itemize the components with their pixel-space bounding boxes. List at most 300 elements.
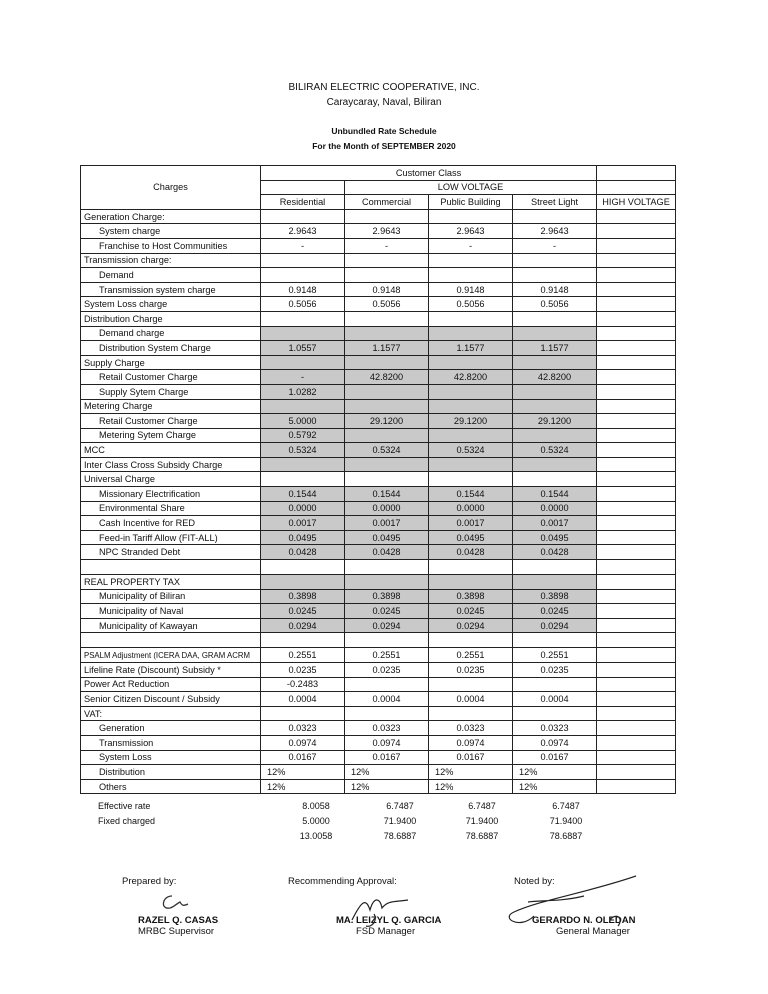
- rate-cell: 1.0557: [261, 341, 345, 356]
- rate-cell: 0.0004: [261, 692, 345, 707]
- row-label: Municipality of Kawayan: [81, 618, 261, 633]
- rate-cell: 12%: [513, 779, 597, 794]
- table-row: [81, 384, 676, 399]
- rate-cell: 12%: [513, 765, 597, 780]
- noted-name: GERARDO N. OLEDAN: [532, 915, 636, 926]
- table-row: [81, 282, 676, 297]
- rate-cell: [597, 530, 676, 545]
- rate-cell: 0.0000: [513, 501, 597, 516]
- rate-cell: [429, 428, 513, 443]
- row-label: Retail Customer Charge: [81, 414, 261, 429]
- rate-cell: [429, 268, 513, 283]
- table-row: [81, 530, 676, 545]
- rate-cell: [597, 399, 676, 414]
- rate-cell: [597, 721, 676, 736]
- rate-cell: [261, 399, 345, 414]
- rate-cell: 0.2551: [513, 648, 597, 663]
- rate-cell: 0.0235: [345, 663, 429, 678]
- signature-noted: [510, 876, 680, 937]
- rate-cell: [513, 355, 597, 370]
- rate-cell: [597, 384, 676, 399]
- rate-cell: 0.0428: [513, 545, 597, 560]
- prepared-position: MRBC Supervisor: [138, 926, 215, 937]
- row-label: Distribution System Charge: [81, 341, 261, 356]
- rate-cell: 2.9643: [429, 224, 513, 239]
- row-label: Metering Sytem Charge: [81, 428, 261, 443]
- rate-cell: 12%: [345, 765, 429, 780]
- row-label: Demand: [81, 268, 261, 283]
- rate-cell: [513, 399, 597, 414]
- rate-cell: [429, 575, 513, 590]
- row-label: Franchise to Host Communities: [81, 238, 261, 253]
- rate-cell: [597, 238, 676, 253]
- rate-cell: [597, 516, 676, 531]
- table-row: [81, 779, 676, 794]
- table-row: [81, 677, 676, 692]
- table-row: [81, 706, 676, 721]
- rate-cell: -: [261, 370, 345, 385]
- rate-cell: [597, 706, 676, 721]
- rate-cell: 0.0428: [261, 545, 345, 560]
- rate-cell: 1.0282: [261, 384, 345, 399]
- table-row: [81, 428, 676, 443]
- table-row: [81, 209, 676, 224]
- rate-cell: [261, 253, 345, 268]
- prepared-caption: Prepared by:: [122, 876, 177, 887]
- row-label: Others: [81, 779, 261, 794]
- rate-cell: 0.5056: [429, 297, 513, 312]
- rate-cell: [261, 268, 345, 283]
- rate-cell: 0.0000: [429, 501, 513, 516]
- charges-header: Charges: [81, 166, 261, 210]
- rate-cell: [429, 457, 513, 472]
- rate-cell: 0.0495: [345, 530, 429, 545]
- rate-cell: 0.0294: [345, 618, 429, 633]
- summary-value: 78.6887: [383, 831, 417, 841]
- rate-cell: [597, 414, 676, 429]
- rate-cell: [345, 326, 429, 341]
- rate-cell: [345, 633, 429, 648]
- row-label: System Loss: [81, 750, 261, 765]
- row-label: Inter Class Cross Subsidy Charge: [81, 457, 261, 472]
- rate-cell: [261, 575, 345, 590]
- rate-cell: [429, 355, 513, 370]
- rate-cell: [597, 224, 676, 239]
- rate-cell: [345, 428, 429, 443]
- row-label: Universal Charge: [81, 472, 261, 487]
- row-label: Lifeline Rate (Discount) Subsidy *: [81, 663, 261, 678]
- rate-cell: -: [513, 238, 597, 253]
- rate-cell: 0.0974: [261, 735, 345, 750]
- customer-class-header: Customer Class: [261, 166, 597, 181]
- row-label: [81, 633, 261, 648]
- rate-cell: 0.0495: [513, 530, 597, 545]
- rate-cell: 0.0323: [261, 721, 345, 736]
- rate-cell: [597, 487, 676, 502]
- rate-cell: [261, 633, 345, 648]
- rate-cell: 0.2551: [261, 648, 345, 663]
- rate-cell: 0.0017: [513, 516, 597, 531]
- rate-cell: 0.0235: [513, 663, 597, 678]
- rate-cell: [513, 560, 597, 575]
- table-row: [81, 692, 676, 707]
- rate-cell: [597, 428, 676, 443]
- rate-cell: 0.3898: [429, 589, 513, 604]
- rate-cell: 0.0323: [513, 721, 597, 736]
- rate-cell: 0.0245: [261, 604, 345, 619]
- table-row: [81, 238, 676, 253]
- row-label: VAT:: [81, 706, 261, 721]
- rate-cell: [513, 706, 597, 721]
- row-label: Retail Customer Charge: [81, 370, 261, 385]
- rate-cell: [429, 677, 513, 692]
- table-row: [81, 501, 676, 516]
- noted-position: General Manager: [556, 926, 630, 937]
- rate-cell: [597, 341, 676, 356]
- rate-cell: [513, 326, 597, 341]
- rate-cell: 0.0004: [429, 692, 513, 707]
- rate-cell: 0.9148: [261, 282, 345, 297]
- rate-cell: 0.2551: [429, 648, 513, 663]
- rate-cell: [429, 326, 513, 341]
- rate-cell: [261, 311, 345, 326]
- row-label: PSALM Adjustment (ICERA DAA, GRAM ACRM: [81, 648, 261, 663]
- table-row: [81, 311, 676, 326]
- row-label: Demand charge: [81, 326, 261, 341]
- rate-cell: [597, 297, 676, 312]
- rate-cell: [261, 326, 345, 341]
- rate-cell: [597, 589, 676, 604]
- rate-cell: 29.1200: [513, 414, 597, 429]
- row-label: NPC Stranded Debt: [81, 545, 261, 560]
- rate-cell: 0.0428: [345, 545, 429, 560]
- rate-cell: -0.2483: [261, 677, 345, 692]
- rate-cell: [261, 706, 345, 721]
- summary-value: 78.6887: [549, 831, 583, 841]
- prepared-name: RAZEL Q. CASAS: [138, 915, 219, 926]
- rate-cell: 0.0000: [261, 501, 345, 516]
- rate-cell: [597, 326, 676, 341]
- rate-cell: 0.0245: [345, 604, 429, 619]
- rate-cell: [429, 633, 513, 648]
- rate-cell: [597, 663, 676, 678]
- row-label: Municipality of Naval: [81, 604, 261, 619]
- rate-cell: [261, 472, 345, 487]
- rate-cell: 0.0017: [345, 516, 429, 531]
- rate-cell: [597, 779, 676, 794]
- rate-cell: [261, 209, 345, 224]
- row-label: Distribution Charge: [81, 311, 261, 326]
- rate-cell: [345, 384, 429, 399]
- low-voltage-header: LOW VOLTAGE: [345, 180, 597, 195]
- summary-value: 8.0058: [302, 801, 330, 811]
- rate-cell: 42.8200: [345, 370, 429, 385]
- table-row: [81, 663, 676, 678]
- summary-label: Effective rate: [98, 801, 151, 811]
- row-label: Supply Sytem Charge: [81, 384, 261, 399]
- col-high-voltage: HIGH VOLTAGE: [597, 195, 676, 210]
- rate-cell: [261, 457, 345, 472]
- summary-value: 71.9400: [465, 816, 499, 826]
- table-row: [81, 575, 676, 590]
- rate-cell: [597, 457, 676, 472]
- rate-cell: 5.0000: [261, 414, 345, 429]
- rate-cell: [429, 384, 513, 399]
- rate-cell: 0.0245: [513, 604, 597, 619]
- table-row: [81, 457, 676, 472]
- rate-cell: [597, 604, 676, 619]
- rate-cell: [513, 268, 597, 283]
- rate-cell: [597, 370, 676, 385]
- handwritten-signature: [158, 892, 194, 918]
- rate-cell: 0.0167: [345, 750, 429, 765]
- rate-cell: [597, 472, 676, 487]
- table-row: [81, 765, 676, 780]
- signature-recommending: [288, 876, 458, 937]
- summary-value: 5.0000: [302, 816, 330, 826]
- rate-cell: 0.1544: [345, 487, 429, 502]
- summary-value: 6.7487: [552, 801, 580, 811]
- summary-label: Fixed charged: [98, 816, 156, 826]
- row-label: Supply Charge: [81, 355, 261, 370]
- rate-cell: 0.0974: [345, 735, 429, 750]
- rate-cell: 0.9148: [429, 282, 513, 297]
- rate-cell: [345, 560, 429, 575]
- rate-cell: [597, 355, 676, 370]
- row-label: Power Act Reduction: [81, 677, 261, 692]
- rate-cell: [513, 457, 597, 472]
- rate-cell: [429, 311, 513, 326]
- table-row: [81, 414, 676, 429]
- rate-schedule-table: [80, 165, 676, 794]
- rate-cell: 0.5324: [429, 443, 513, 458]
- rate-cell: 0.3898: [345, 589, 429, 604]
- rate-cell: 0.5056: [261, 297, 345, 312]
- table-row: [81, 487, 676, 502]
- rate-cell: [597, 443, 676, 458]
- table-row: [81, 589, 676, 604]
- table-row: [81, 326, 676, 341]
- col-street-light: Street Light: [513, 195, 597, 210]
- row-label: Generation: [81, 721, 261, 736]
- rate-rows: [81, 209, 676, 794]
- row-label: Municipality of Biliran: [81, 589, 261, 604]
- blank-header-cell: [597, 166, 676, 181]
- rate-cell: [597, 560, 676, 575]
- recommending-caption: Recommending Approval:: [288, 876, 397, 887]
- rate-cell: 0.0235: [261, 663, 345, 678]
- recommending-name: MA. LEIZYL Q. GARCIA: [336, 915, 442, 926]
- rate-cell: [597, 209, 676, 224]
- rate-cell: 0.0017: [429, 516, 513, 531]
- rate-cell: [429, 399, 513, 414]
- rate-cell: 0.9148: [513, 282, 597, 297]
- rate-cell: 0.9148: [345, 282, 429, 297]
- rate-cell: [345, 677, 429, 692]
- rate-cell: 0.0294: [261, 618, 345, 633]
- rate-cell: [597, 618, 676, 633]
- rate-cell: 0.5056: [513, 297, 597, 312]
- summary-value: 78.6887: [465, 831, 499, 841]
- document-title: Unbundled Rate Schedule: [331, 126, 437, 136]
- col-residential: Residential: [261, 195, 345, 210]
- rate-cell: [597, 545, 676, 560]
- rate-cell: 0.0974: [513, 735, 597, 750]
- rate-cell: [513, 209, 597, 224]
- rate-cell: 0.5324: [261, 443, 345, 458]
- row-label: Distribution: [81, 765, 261, 780]
- table-row: [81, 633, 676, 648]
- table-row: [81, 370, 676, 385]
- rate-cell: [513, 384, 597, 399]
- rate-cell: -: [345, 238, 429, 253]
- rate-cell: 0.3898: [261, 589, 345, 604]
- row-label: Missionary Electrification: [81, 487, 261, 502]
- rate-cell: 0.2551: [345, 648, 429, 663]
- summary-value: 13.0058: [299, 831, 333, 841]
- table-row: [81, 618, 676, 633]
- rate-cell: [345, 472, 429, 487]
- rate-cell: 1.1577: [429, 341, 513, 356]
- rate-cell: 1.1577: [513, 341, 597, 356]
- rate-cell: 0.0294: [513, 618, 597, 633]
- company-address: Caraycaray, Naval, Biliran: [326, 97, 442, 108]
- rate-cell: [597, 311, 676, 326]
- rate-cell: 0.3898: [513, 589, 597, 604]
- rate-cell: 0.1544: [261, 487, 345, 502]
- rate-cell: 0.0167: [513, 750, 597, 765]
- rate-cell: [345, 253, 429, 268]
- rate-cell: [513, 677, 597, 692]
- rate-cell: [597, 735, 676, 750]
- rate-cell: -: [429, 238, 513, 253]
- rate-cell: [597, 268, 676, 283]
- rate-cell: [429, 472, 513, 487]
- row-label: Transmission system charge: [81, 282, 261, 297]
- handwritten-signature: [344, 890, 414, 930]
- signature-prepared: [100, 876, 220, 937]
- table-row: [81, 355, 676, 370]
- table-row: [81, 735, 676, 750]
- rate-cell: 2.9643: [513, 224, 597, 239]
- rate-cell: [429, 253, 513, 268]
- rate-cell: [345, 575, 429, 590]
- rate-cell: 0.0428: [429, 545, 513, 560]
- rate-cell: [429, 209, 513, 224]
- row-label: Environmental Share: [81, 501, 261, 516]
- rate-cell: [429, 706, 513, 721]
- blank-header-cell: [597, 180, 676, 195]
- rate-cell: 0.5792: [261, 428, 345, 443]
- summary-value: 71.9400: [383, 816, 417, 826]
- rate-cell: 0.0000: [345, 501, 429, 516]
- rate-cell: [513, 472, 597, 487]
- rate-cell: [513, 311, 597, 326]
- rate-cell: 0.0004: [513, 692, 597, 707]
- rate-cell: [261, 560, 345, 575]
- rate-cell: [345, 399, 429, 414]
- rate-cell: [345, 355, 429, 370]
- table-row: [81, 516, 676, 531]
- rate-cell: [597, 765, 676, 780]
- row-label: Transmission: [81, 735, 261, 750]
- rate-cell: 0.0004: [345, 692, 429, 707]
- row-label: [81, 560, 261, 575]
- table-row: [81, 399, 676, 414]
- table-row: [81, 750, 676, 765]
- rate-cell: 0.5324: [513, 443, 597, 458]
- rate-cell: 29.1200: [345, 414, 429, 429]
- document-period: For the Month of SEPTEMBER 2020: [312, 141, 456, 151]
- handwritten-signature: [500, 872, 640, 932]
- rate-cell: 12%: [345, 779, 429, 794]
- col-public-building: Public Building: [429, 195, 513, 210]
- rate-cell: [597, 750, 676, 765]
- table-row: [81, 224, 676, 239]
- rate-cell: 0.0323: [345, 721, 429, 736]
- rate-cell: 29.1200: [429, 414, 513, 429]
- row-label: Transmission charge:: [81, 253, 261, 268]
- row-label: System Loss charge: [81, 297, 261, 312]
- rate-cell: 0.1544: [429, 487, 513, 502]
- rate-cell: [597, 677, 676, 692]
- rate-cell: 0.0323: [429, 721, 513, 736]
- rate-cell: 2.9643: [345, 224, 429, 239]
- table-row: [81, 472, 676, 487]
- rate-cell: 0.0167: [261, 750, 345, 765]
- rate-cell: [345, 457, 429, 472]
- rate-cell: 0.5324: [345, 443, 429, 458]
- blank-header-cell: [261, 180, 345, 195]
- col-commercial: Commercial: [345, 195, 429, 210]
- summary-value: 6.7487: [468, 801, 496, 811]
- rate-cell: 0.0294: [429, 618, 513, 633]
- rate-cell: [597, 501, 676, 516]
- rate-cell: [597, 633, 676, 648]
- row-label: Feed-in Tariff Allow (FIT-ALL): [81, 530, 261, 545]
- rate-cell: 0.0235: [429, 663, 513, 678]
- rate-cell: 12%: [261, 779, 345, 794]
- rate-cell: 12%: [429, 779, 513, 794]
- rate-cell: [345, 311, 429, 326]
- rate-cell: 0.0167: [429, 750, 513, 765]
- summary-value: 71.9400: [549, 816, 583, 826]
- rate-cell: 12%: [261, 765, 345, 780]
- rate-cell: 0.0245: [429, 604, 513, 619]
- table-row: [81, 648, 676, 663]
- rate-cell: -: [261, 238, 345, 253]
- rate-cell: [513, 428, 597, 443]
- rate-cell: 0.0974: [429, 735, 513, 750]
- rate-cell: [513, 633, 597, 648]
- rate-cell: 0.0017: [261, 516, 345, 531]
- table-row: [81, 721, 676, 736]
- rate-cell: 0.1544: [513, 487, 597, 502]
- table-row: [81, 341, 676, 356]
- rate-cell: [597, 692, 676, 707]
- rate-cell: [345, 209, 429, 224]
- rate-cell: [597, 575, 676, 590]
- row-label: Metering Charge: [81, 399, 261, 414]
- rate-cell: [513, 575, 597, 590]
- rate-cell: 42.8200: [513, 370, 597, 385]
- rate-cell: [513, 253, 597, 268]
- rate-cell: [597, 282, 676, 297]
- rate-cell: 0.5056: [345, 297, 429, 312]
- summary-value: 6.7487: [386, 801, 414, 811]
- table-row: [81, 253, 676, 268]
- rate-cell: [597, 648, 676, 663]
